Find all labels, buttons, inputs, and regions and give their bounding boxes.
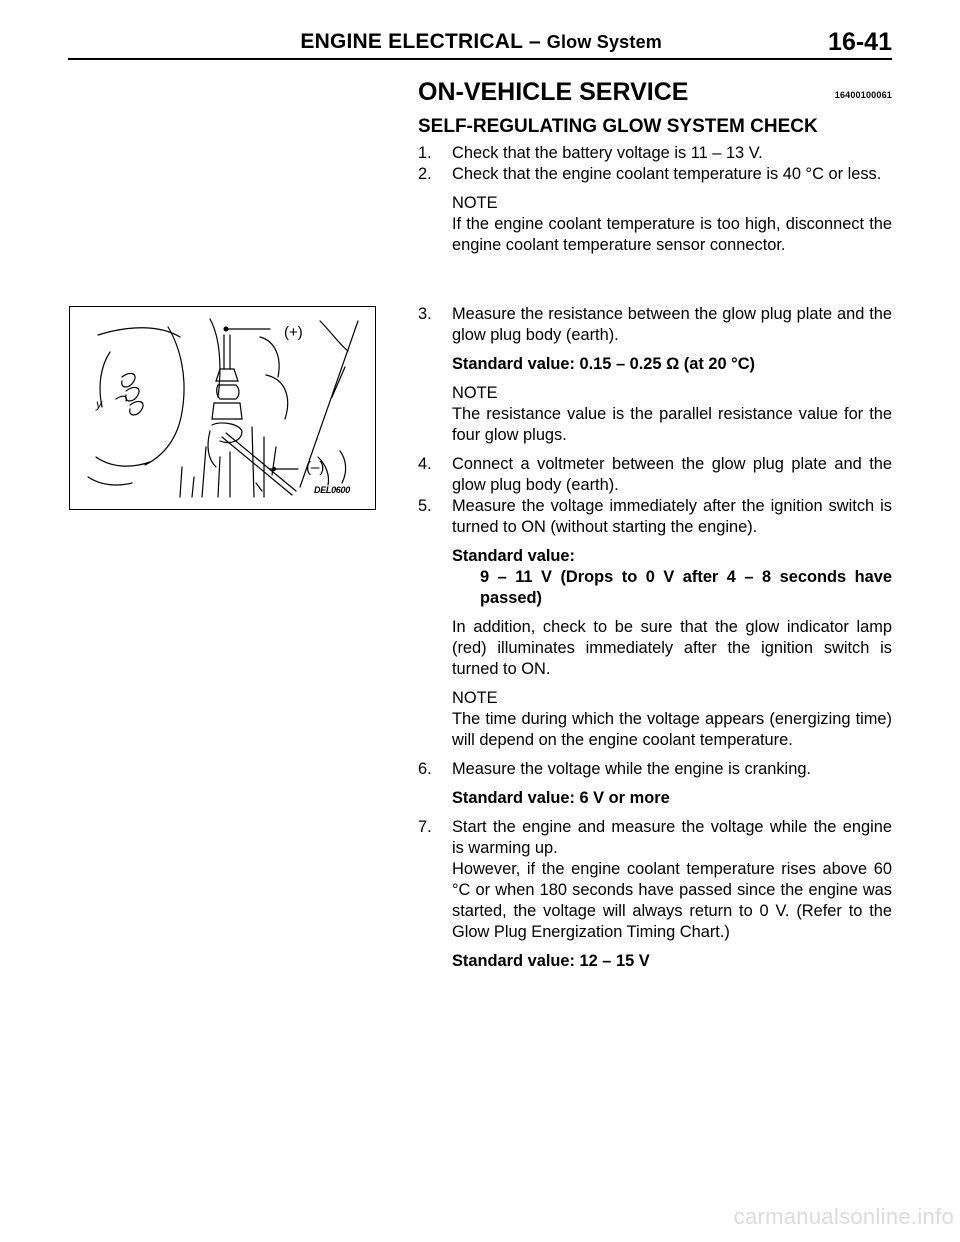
subsection-title: SELF-REGULATING GLOW SYSTEM CHECK bbox=[418, 116, 818, 137]
note-text: If the engine coolant temperature is too high, disconnect the engine coolant temperature sensor connector. bbox=[452, 215, 892, 254]
step-extra-text: However, if the engine coolant temperature rises above 60 °C or when 180 seconds have passed since the engine was started, the voltage will always return to 0 V. (Refer to the Glow Plug Energization Timing Chart.) bbox=[452, 860, 892, 941]
note-label: NOTE bbox=[452, 384, 498, 402]
header-title-main: ENGINE ELECTRICAL bbox=[300, 30, 523, 53]
step-7 bbox=[418, 817, 892, 859]
standard-value: 9 – 11 V (Drops to 0 V after 4 – 8 seconds have passed) bbox=[480, 568, 892, 607]
step-number: 2. bbox=[418, 165, 432, 183]
standard-value: Standard value: 12 – 15 V bbox=[452, 952, 650, 970]
note-text: The time during which the voltage appears (energizing time) will depend on the engine coolant temperature. bbox=[452, 710, 892, 749]
step-number: 5. bbox=[418, 497, 432, 515]
positive-probe-label: (+) bbox=[284, 324, 303, 341]
step-number: 6. bbox=[418, 760, 432, 778]
step-1 bbox=[418, 143, 892, 164]
note-label: NOTE bbox=[452, 194, 498, 212]
step-number: 1. bbox=[418, 144, 432, 162]
step-text: Connect a voltmeter between the glow plug plate and the glow plug body (earth). bbox=[452, 455, 892, 494]
standard-value: Standard value: 0.15 – 0.25 Ω (at 20 °C) bbox=[452, 355, 756, 373]
step-number: 3. bbox=[418, 305, 432, 323]
step-text: Measure the resistance between the glow plug plate and the glow plug body (earth). bbox=[452, 305, 892, 344]
header-title-dash: – bbox=[528, 30, 541, 53]
step-4 bbox=[418, 454, 892, 496]
steps-main bbox=[418, 304, 892, 972]
page-header bbox=[0, 28, 960, 58]
step-text: Check that the battery voltage is 11 – 13 V. bbox=[452, 144, 763, 162]
step-number: 7. bbox=[418, 818, 432, 836]
header-title bbox=[300, 30, 662, 54]
step-extra-text: In addition, check to be sure that the glow indicator lamp (red) illuminates immediately after the ignition switch is turned to ON. bbox=[452, 618, 892, 678]
header-rule bbox=[68, 58, 892, 60]
step-6 bbox=[418, 759, 892, 780]
steps-top bbox=[418, 143, 892, 256]
standard-value: Standard value: 6 V or more bbox=[452, 789, 670, 807]
note-label: NOTE bbox=[452, 689, 498, 707]
section-title: ON-VEHICLE SERVICE bbox=[418, 78, 689, 106]
section-heading bbox=[418, 78, 892, 110]
step-text: Start the engine and measure the voltage while the engine is warming up. bbox=[452, 818, 892, 857]
page-number: 16-41 bbox=[828, 28, 892, 56]
negative-probe-label: (–) bbox=[306, 459, 325, 476]
section-code: 16400100061 bbox=[834, 90, 892, 100]
figure-stray-glyph: y bbox=[96, 397, 102, 411]
standard-value-label: Standard value: bbox=[452, 547, 575, 565]
step-number: 4. bbox=[418, 455, 432, 473]
step-text: Check that the engine coolant temperature is 40 °C or less. bbox=[452, 165, 882, 183]
watermark: carmanualsonline.info bbox=[733, 1204, 954, 1229]
glow-plug-illustration bbox=[69, 306, 376, 510]
step-text: Measure the voltage while the engine is cranking. bbox=[452, 760, 811, 778]
glow-plug-drawing bbox=[70, 307, 374, 508]
step-3 bbox=[418, 304, 892, 346]
note-text: The resistance value is the parallel resistance value for the four glow plugs. bbox=[452, 405, 892, 444]
step-2 bbox=[418, 164, 892, 185]
header-subtitle: Glow System bbox=[546, 32, 662, 52]
step-text: Measure the voltage immediately after the ignition switch is turned to ON (without starting the engine). bbox=[452, 497, 892, 536]
step-5 bbox=[418, 496, 892, 538]
figure-code: DEL0600 bbox=[314, 485, 350, 495]
